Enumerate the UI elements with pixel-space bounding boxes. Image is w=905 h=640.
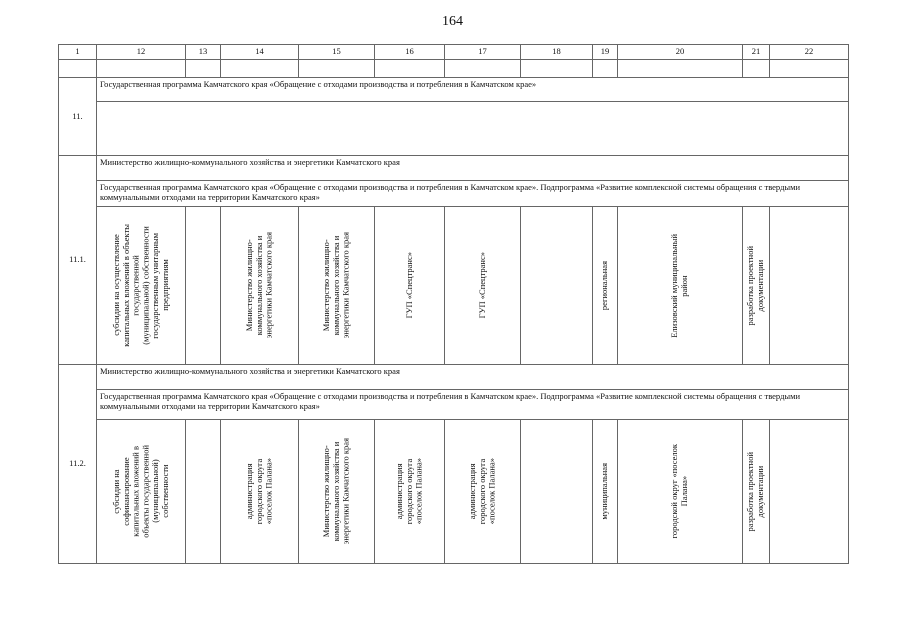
- cell-c18: [521, 420, 593, 564]
- row-number: 11.: [59, 78, 97, 156]
- table-row: [59, 207, 849, 365]
- ministry-title: Министерство жилищно-коммунального хозяйства и энергетики Камчатского края: [97, 156, 849, 181]
- table-row: [59, 365, 849, 390]
- col-header: 18: [521, 45, 593, 60]
- table-row: [59, 102, 849, 156]
- cell-c12: субсидии на софинансирование капитальных вложений в объекты государственной (муниципальной) собственности: [97, 420, 186, 564]
- col-header: 20: [618, 45, 743, 60]
- cell-c20: Елизовский муниципальный район: [618, 207, 743, 365]
- col-header: 21: [743, 45, 770, 60]
- cell-c22: [770, 207, 849, 365]
- table-row: [59, 181, 849, 207]
- program-title: Государственная программа Камчатского края «Обращение с отходами производства и потребления в Камчатском крае»: [97, 78, 849, 102]
- table-row: [59, 420, 849, 564]
- cell-c15: Министерство жилищно- коммунального хозяйства и энергетики Камчатского края: [299, 420, 375, 564]
- cell-c17: ГУП «Спецтранс»: [445, 207, 521, 365]
- table-row: [59, 390, 849, 420]
- cell-c17: администрация городского округа «поселок Палана»: [445, 420, 521, 564]
- ministry-title: Министерство жилищно-коммунального хозяйства и энергетики Камчатского края: [97, 365, 849, 390]
- program-table: [58, 44, 849, 564]
- cell-c13: [186, 420, 221, 564]
- cell-c22: [770, 420, 849, 564]
- cell-c18: [521, 207, 593, 365]
- subprogram-title: Государственная программа Камчатского края «Обращение с отходами производства и потребления в Камчатском крае». Подпрограмма «Развитие комплексной системы обращения с твердыми коммунальными отходами на территории Камчатского края»: [97, 181, 849, 207]
- col-header: 13: [186, 45, 221, 60]
- row-number: 11.1.: [59, 156, 97, 365]
- table-row: [59, 78, 849, 102]
- col-header: 16: [375, 45, 445, 60]
- header-row: [59, 45, 849, 60]
- blank-row: [59, 60, 849, 78]
- col-header: 17: [445, 45, 521, 60]
- col-header: 19: [593, 45, 618, 60]
- cell-c16: ГУП «Спецтранс»: [375, 207, 445, 365]
- subprogram-title: Государственная программа Камчатского края «Обращение с отходами производства и потребления в Камчатском крае». Подпрограмма «Развитие комплексной системы обращения с твердыми коммунальными отходами на территории Камчатского края»: [97, 390, 849, 420]
- cell-c15: Министерство жилищно- коммунального хозяйства и энергетики Камчатского края: [299, 207, 375, 365]
- cell-c19: региональная: [593, 207, 618, 365]
- cell-c21: разработка проектной документации: [743, 207, 770, 365]
- col-header: 12: [97, 45, 186, 60]
- cell-c14: администрация городского округа «поселок Палана»: [221, 420, 299, 564]
- cell-c12: субсидии на осуществление капитальных вложений в объекты государственной (муниципальной) собственности государственным унитарным предприятиям: [97, 207, 186, 365]
- table-row: [59, 156, 849, 181]
- cell-c20: городской округ «поселок Палана»: [618, 420, 743, 564]
- col-header: 15: [299, 45, 375, 60]
- cell-c21: разработка проектной документации: [743, 420, 770, 564]
- page-number: 164: [442, 14, 463, 29]
- col-header: 1: [59, 45, 97, 60]
- cell-c19: муниципальная: [593, 420, 618, 564]
- col-header: 22: [770, 45, 849, 60]
- cell-c14: Министерство жилищно- коммунального хозяйства и энергетики Камчатского края: [221, 207, 299, 365]
- cell-c13: [186, 207, 221, 365]
- col-header: 14: [221, 45, 299, 60]
- row-number: 11.2.: [59, 365, 97, 564]
- cell-c16: администрация городского округа «поселок Палана»: [375, 420, 445, 564]
